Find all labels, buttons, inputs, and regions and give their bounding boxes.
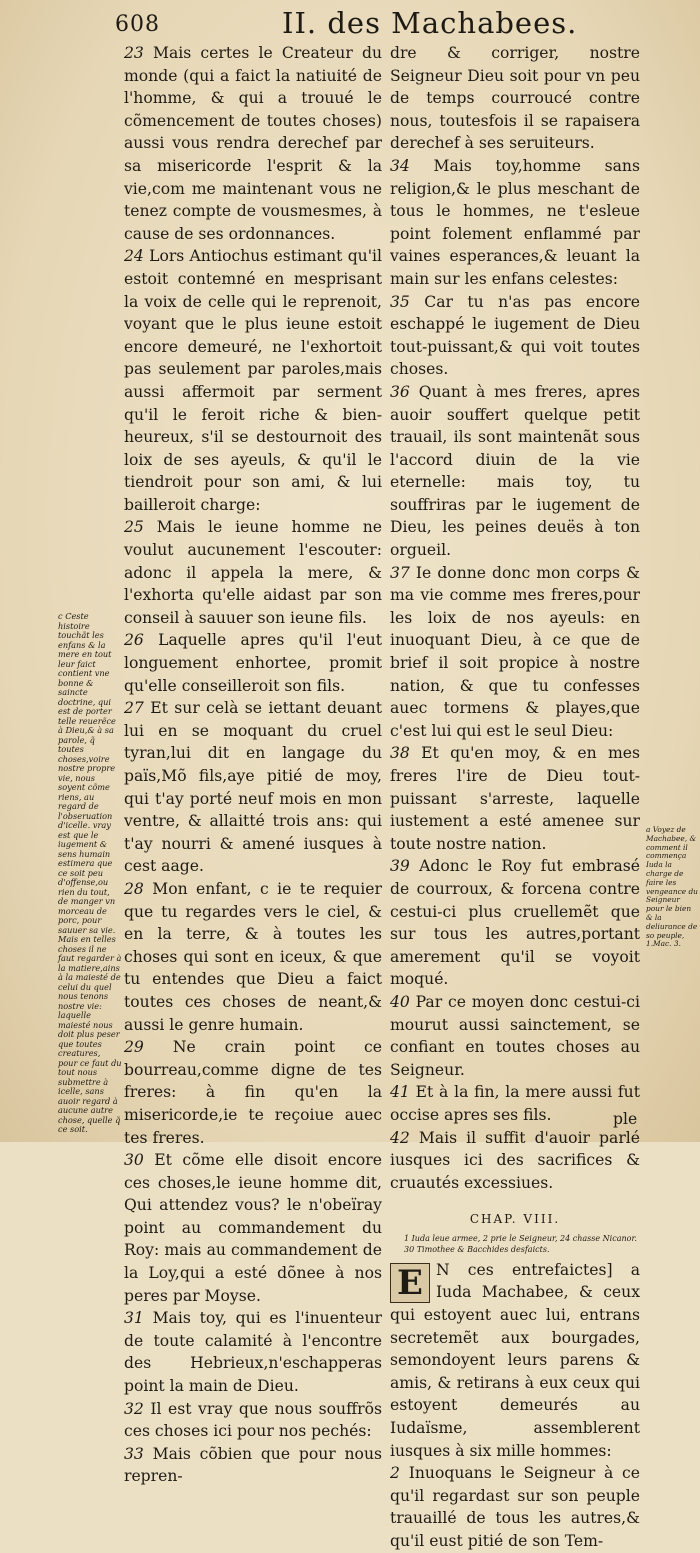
verse: 26 Laquelle apres qu'il l'eut longuement enhortee, promit qu'elle conseilleroit son fils. xyxy=(124,631,382,695)
page-number: 608 xyxy=(115,12,160,37)
left-column xyxy=(124,42,382,1488)
margin-note-left: c Ceste histoire touchãt les enfans & la mere en tout leur faict contient vne bonne & saincte doctrine, qui est de porter telle reuerẽce à Dieu,& à sa parole, q̃ toutes choses,voire nostre propre vie, nous soyent cõme riens, au regard de l'obseruation d'icelle. vray est que le iugement & sens humain estimera que ce soit peu d'offense,ou rien du tout, de manger vn morceau de porc, pour sauuer sa vie. Mais en telles choses il ne faut regarder à la matiere,ains à la maiesté de celui du quel nous tenons nostre vie: laquelle maiesté nous doit plus peser que toutes creatures, pour ce faut du tout nous submettre à icelle, sans auoir regard à aucune autre chose, quelle q̃ ce soit. xyxy=(58,611,122,1134)
verse: 24 Lors Antiochus estimant qu'il estoit contemné en mesprisant la voix de celle qui le reprenoit, voyant que le plus ieune estoit encore demeuré, ne l'exhortoit pas seulement par paroles,mais aussi affermoit par serment qu'il le feroit riche & bien-heureux, s'il se destournoit des loix de ses ayeuls, & qu'il le tiendroit pour son ami, & lui bailleroit charge: xyxy=(124,247,382,514)
verse: 23 Mais certes le Createur du monde (qui a faict la natiuité de l'homme, & qui a trouué le cõmencement de toutes choses) aussi vous rendra derechef par sa misericorde l'esprit & la vie,com me maintenant vous ne tenez compte de vousmesmes, à cause de ses ordonnances. xyxy=(124,44,382,243)
verse: 25 Mais le ieune homme ne voulut aucunement l'escouter: adonc il appela la mere, & l'exhorta qu'elle aidast par son conseil à sauuer son ieune fils. xyxy=(124,518,382,627)
verse: 42 Mais il suffit d'auoir parlé iusques ici des sacrifices & cruautés excessiues. xyxy=(390,1128,640,1192)
verse: 31 Mais toy, qui es l'inuenteur de toute calamité à l'encontre des Hebrieux,n'eschapperas point la main de Dieu. xyxy=(124,1309,382,1396)
margin-note-right: a Voyez de Machabee, & comment il commença Iuda la charge de faire les vengeance du Seigneur pour le bien & la deliurance de so peuple, 1.Mac. 3. xyxy=(646,825,698,949)
verse: 34 Mais toy,homme sans religion,& le plus meschant de tous le hommes, ne t'esleue point folement enflammé par vaines esperances,& leuant la main sur les enfans celestes: xyxy=(390,156,640,288)
verse: 40 Par ce moyen donc cestui-ci mourut aussi sainctement, se confiant en toutes choses au Seigneur. xyxy=(390,992,640,1079)
verse: dre & corriger, nostre Seigneur Dieu soit pour vn peu de temps courroucé contre nous, toutesfois il se rapaisera derechef à ses seruiteurs. xyxy=(390,44,640,153)
chapter-heading: CHAP. VIII. xyxy=(469,1212,561,1227)
verse: 30 Et cõme elle disoit encore ces choses,le ieune homme dit, Qui attendez vous? le n'obeïray point au commandement du Roy: mais au commandement de la Loy,qui a esté dõnee à nos peres par Moyse. xyxy=(124,1151,382,1305)
verse: 41 Et à la fin, la mere aussi fut occise apres ses fils. xyxy=(390,1083,640,1124)
verse: 2 Inuoquans le Seigneur à ce qu'il regardast sur son peuple trauaillé de tous les autres,& qu'il eust pitié de son Tem- xyxy=(390,1464,640,1550)
verse: 29 Ne crain point ce bourreau,comme digne de tes freres: à fin qu'en la misericorde,ie te reçoiue auec tes freres. xyxy=(124,1038,382,1147)
drop-cap: E xyxy=(390,1263,430,1303)
verse: 35 Car tu n'as pas encore eschappé le iugement de Dieu tout-puissant,& qui voit toutes choses. xyxy=(390,292,640,379)
chapter-opening: E N ces entrefaictes] a Iuda Machabee, & ceux qui estoyent auec lui, entrans secretemẽt aux bourgades, semondoyent leurs parens & amis, & retirans à eux ceux qui estoyent demeurés au Iudaïsme, assemblerent iusques à six mille hommes: xyxy=(390,1260,640,1460)
verse: 38 Et qu'en moy, & en mes freres l'ire de Dieu tout-puissant s'arreste, laquelle iustement a esté amenee sur toute nostre nation. xyxy=(390,744,640,853)
verse: 32 Il est vray que nous souffrõs ces choses ici pour nos pechés: xyxy=(124,1399,382,1441)
verse: 28 Mon enfant, c ie te requier que tu regardes vers le ciel, & en la terre, & à toutes les choses qui sont en iceux, & que tu entendes que Dieu a faict toutes ces choses de neant,& aussi le genre humain. xyxy=(124,879,382,1034)
catchword: ple xyxy=(613,1110,638,1128)
chapter-summary: 1 Iuda leue armee, 2 prie le Seigneur, 24 chasse Nicanor. 30 Timothee & Bacchides desfaicts. xyxy=(404,1233,637,1254)
verse: 33 Mais cõbien que pour nous repren- xyxy=(124,1444,382,1486)
verse: 27 Et sur celà se iettant deuant lui en se moquant du cruel tyran,lui dit en langage du païs,Mõ fils,aye pitié de moy, qui t'ay porté neuf mois en mon ventre, & allaitté trois ans: qui t'ay nourri & amené iusques à cest aage. xyxy=(124,699,382,876)
verse: 37 Ie donne donc mon corps & ma vie comme mes freres,pour les loix de nos ayeuls: en inuoquant Dieu, à ce que de brief il soit propice à nostre nation, & que tu confesses auec tormens & playes,que c'est lui qui est le seul Dieu: xyxy=(390,563,640,740)
verse: 39 Adonc le Roy fut embrasé de courroux, & forcena contre cestui-ci plus cruellemẽt que sur tous les autres,portant amerement qu'il se voyoit moqué. xyxy=(390,857,640,989)
verse: 36 Quant à mes freres, apres auoir souffert quelque petit trauail, ils sont maintenãt sous l'accord diuin de la vie eternelle: mais toy, tu souffriras par le iugement de Dieu, les peines deuës à ton orgueil. xyxy=(390,382,640,560)
right-column xyxy=(390,42,640,1553)
running-title: II. des Machabees. xyxy=(282,6,578,40)
